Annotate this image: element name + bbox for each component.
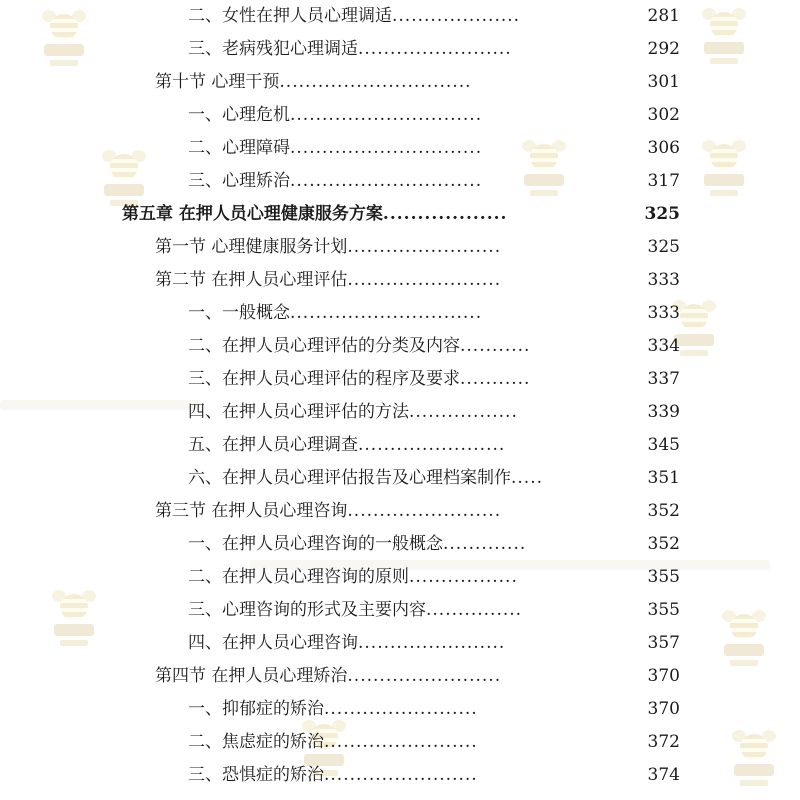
toc-page-number: 301: [647, 72, 680, 92]
toc-entry-label: 第四节 在押人员心理矫治: [155, 666, 348, 686]
toc-page-number: 339: [647, 402, 680, 422]
toc-page-number: 352: [647, 501, 680, 521]
bee-watermark-icon: [40, 10, 88, 70]
toc-leader: ..............................: [290, 138, 483, 158]
toc-leader: .......................: [358, 435, 506, 455]
toc-entry-chapter[interactable]: [122, 198, 507, 231]
toc-entry-label: 第五章 在押人员心理健康服务方案: [122, 204, 383, 224]
toc-entry[interactable]: [155, 495, 501, 528]
toc-entry[interactable]: [155, 264, 501, 297]
toc-page-number: 317: [647, 171, 680, 191]
toc-page-number: 370: [647, 666, 680, 686]
toc-entry[interactable]: [188, 99, 482, 132]
toc-entry[interactable]: [188, 396, 518, 429]
toc-entry[interactable]: [155, 66, 472, 99]
toc-entry[interactable]: [188, 561, 518, 594]
bee-watermark-icon: [700, 140, 748, 200]
toc-entry-label: 第三节 在押人员心理咨询: [155, 501, 348, 521]
toc-leader: .................: [409, 402, 518, 422]
toc-page-number: 374: [647, 765, 680, 785]
toc-entry-label: 三、心理矫治: [188, 171, 290, 191]
toc-entry[interactable]: [188, 132, 482, 165]
toc-leader: ....................: [392, 6, 521, 26]
toc-entry[interactable]: [188, 462, 543, 495]
toc-page-number: 325: [647, 237, 680, 257]
toc-entry-label: 四、在押人员心理咨询: [188, 633, 358, 653]
toc-leader: ........................: [324, 765, 478, 785]
toc-entry-label: 第一节 心理健康服务计划: [155, 237, 348, 257]
toc-page-number: 306: [647, 138, 680, 158]
toc-entry-label: 五、在押人员心理调查: [188, 435, 358, 455]
toc-entry-label: 二、女性在押人员心理调适: [188, 6, 392, 26]
toc-page-number: 281: [647, 6, 680, 26]
toc-leader: ........................: [358, 39, 512, 59]
toc-leader: ..............................: [279, 72, 472, 92]
toc-entry[interactable]: [155, 231, 501, 264]
toc-leader: ........................: [324, 699, 478, 719]
bee-watermark-icon: [700, 8, 748, 68]
toc-entry[interactable]: [188, 693, 478, 726]
toc-entry[interactable]: [188, 627, 505, 660]
bee-watermark-icon: [730, 730, 778, 790]
bee-watermark-icon: [520, 140, 568, 200]
toc-entry-label: 第二节 在押人员心理评估: [155, 270, 348, 290]
toc-entry[interactable]: [188, 165, 482, 198]
toc-entry-label: 三、老病残犯心理调适: [188, 39, 358, 59]
toc-entry[interactable]: [188, 33, 512, 66]
toc-leader: ........................: [347, 270, 502, 290]
toc-page-number: 325: [644, 204, 680, 224]
toc-leader: ........................: [324, 732, 478, 752]
toc-page-number: 351: [647, 468, 680, 488]
toc-page-number: 292: [647, 39, 680, 59]
toc-entry[interactable]: [188, 759, 478, 792]
toc-leader: .................: [409, 567, 518, 587]
toc-leader: ...............: [426, 600, 523, 620]
toc-entry-label: 一、心理危机: [188, 105, 290, 125]
toc-leader: ..................: [382, 204, 508, 224]
toc-entry-label: 一、抑郁症的矫治: [188, 699, 324, 719]
toc-page-number: 337: [647, 369, 680, 389]
toc-entry-label: 二、在押人员心理咨询的原则: [188, 567, 409, 587]
toc-entry-label: 三、恐惧症的矫治: [188, 765, 324, 785]
toc-page-number: 370: [647, 699, 680, 719]
toc-entry-label: 二、焦虑症的矫治: [188, 732, 324, 752]
toc-entry[interactable]: [188, 594, 522, 627]
toc-page-number: 355: [647, 567, 680, 587]
toc-entry[interactable]: [155, 660, 501, 693]
toc-page-number: 345: [647, 435, 680, 455]
toc-page-number: 334: [647, 336, 680, 356]
toc-entry-label: 二、在押人员心理评估的分类及内容: [188, 336, 460, 356]
toc-entry-label: 三、心理咨询的形式及主要内容: [188, 600, 426, 620]
toc-entry[interactable]: [188, 330, 530, 363]
bee-watermark-icon: [50, 590, 98, 650]
toc-leader: .......................: [358, 633, 506, 653]
toc-entry[interactable]: [188, 726, 478, 759]
toc-entry[interactable]: [188, 297, 482, 330]
toc-entry-label: 四、在押人员心理评估的方法: [188, 402, 409, 422]
toc-page-number: 357: [647, 633, 680, 653]
toc-page-number: 355: [647, 600, 680, 620]
toc-page-number: 333: [647, 303, 680, 323]
toc-page-number: 372: [647, 732, 680, 752]
toc-entry-label: 一、在押人员心理咨询的一般概念: [188, 534, 443, 554]
toc-entry[interactable]: [188, 363, 530, 396]
toc-leader: ..............................: [290, 171, 483, 191]
toc-entry-label: 第十节 心理干预: [155, 72, 280, 92]
toc-entry[interactable]: [188, 528, 526, 561]
toc-entry-label: 一、一般概念: [188, 303, 290, 323]
toc-leader: ..............................: [290, 303, 483, 323]
bee-watermark-icon: [720, 610, 768, 670]
toc-leader: ........................: [347, 666, 502, 686]
toc-leader: ..............................: [290, 105, 483, 125]
toc-leader: .....: [511, 468, 544, 488]
toc-page-number: 352: [647, 534, 680, 554]
toc-leader: ........................: [347, 237, 502, 257]
toc-entry-label: 六、在押人员心理评估报告及心理档案制作: [188, 468, 511, 488]
toc-leader: ........................: [347, 501, 502, 521]
toc-entry-label: 二、心理障碍: [188, 138, 290, 158]
toc-leader: ...........: [460, 369, 531, 389]
toc-leader: ...........: [460, 336, 531, 356]
toc-entry[interactable]: [188, 0, 520, 33]
toc-entry-label: 三、在押人员心理评估的程序及要求: [188, 369, 460, 389]
toc-leader: .............: [443, 534, 527, 554]
toc-page-number: 333: [647, 270, 680, 290]
toc-entry[interactable]: [188, 429, 505, 462]
toc-page-number: 302: [647, 105, 680, 125]
watermark-band: [0, 400, 200, 410]
